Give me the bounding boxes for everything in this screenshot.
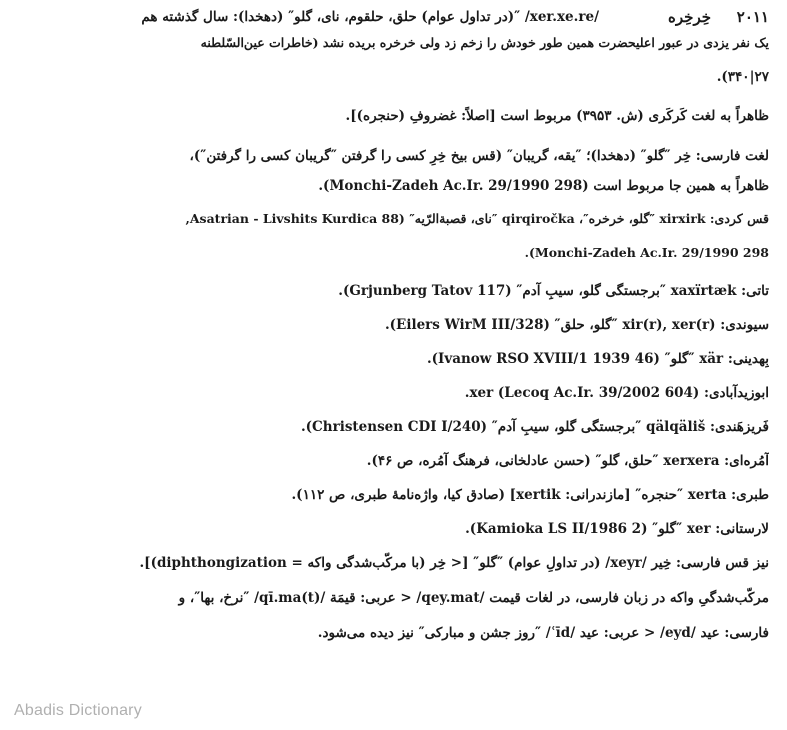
- body-line-1: یک نفر یزدی در عبور اعلیحضرت همین طور خودش را زخم زد ولی خرخره بریده نشد (خاطرات عین‌السّلطنه: [200, 35, 769, 50]
- entry-number: ۲۰۱۱: [736, 8, 769, 26]
- entry-headword: خِرخِره: [668, 8, 711, 26]
- body-line-3: ظاهراً به لغت کَرکَری (ش. ۳۹۵۳) مربوط است [اصلاً: غضروفِ (حنجره)].: [345, 108, 769, 124]
- body-line-5: ظاهراً به همین جا مربوط است (Monchi-Zadeh Ac.Ir. 29/1990 298).: [318, 178, 769, 194]
- body-line-10: بِهدینی: xär ″گلو″ (Ivanow RSO XVIII/1 1939 46).: [426, 351, 769, 367]
- body-line-16: نیز قس فارسی: خِیر /xeyr/ (در تداولِ عوام) ″گلو″ [< خِر (با مرکّب‌شدگی واکه = diphthongization)].: [139, 555, 769, 571]
- body-line-8: تاتی: xaxïrtæk ″برجستگی گلو، سیبِ آدم″ (Grjunberg Tatov 117).: [338, 283, 769, 299]
- body-line-15: لارستانی: xer ″گلو″ (Kamioka LS II/1986 2).: [465, 521, 769, 537]
- body-line-11: ابوزیدآبادی: xer (Lecoq Ac.Ir. 39/2002 604).: [464, 385, 769, 401]
- body-line-14: طبری: xerta ″حنجره″ [مازندرانی: xertik] (صادق کیا، واژه‌نامهٔ طبری، ص ۱۱۲).: [291, 487, 769, 503]
- body-line-7: Monchi-Zadeh Ac.Ir. 29/1990 298).: [524, 245, 769, 260]
- body-line-17: مرکّب‌شدگیِ واکه در زبان فارسی، در لغات قیمت /qey.mat/ < عربی: قیمَة /qī.ma(t)/ ″نرخ، بها″، و: [178, 590, 769, 606]
- body-line-12: فَریزهَندی: qälqäliš ″برجستگی گلو، سیبِ آدم″ (Christensen CDI I/240).: [300, 419, 769, 435]
- watermark-text: Abadis Dictionary: [14, 702, 142, 719]
- body-line-18: فارسی: عید /eyd/ < عربی: عید /ʿīd/ ″روز جشن و مبارکی″ نیز دیده می‌شود.: [317, 625, 769, 641]
- body-line-9: سیوندی: xir(r), xer(r) ″گلو، حلق″ (Eilers WirM III/328).: [384, 317, 769, 333]
- body-line-2: ۲۷|۳۴۰).: [716, 69, 769, 85]
- body-line-13: آمُره‌ای: xerxera ″حلق، گلو″ (حسن عادلخانی، فرهنگ آمُره، ص ۴۶).: [366, 453, 769, 469]
- body-line-4: لغت فارسی: خِر ″گلو″ (دهخدا)؛ ″یقه، گریبان″ (قس بیخ خِرِ کسی را گرفتن ″گریبان کسی را گرفتن″)،: [189, 148, 769, 164]
- body-line-6: قس کردی: xirxirk ″گلو، خرخره″، qirqiročka ″نای، قصبةالرّیه″ (Asatrian - Livshits Kurdica 88,: [185, 211, 769, 226]
- entry-header: [34, 6, 769, 32]
- entry-head-text: ‏/xer.xe.re/ ″(در تداول عوام) حلق، حلقوم، نای، گلو″ (دهخدا): سال گذشته هم: [141, 9, 599, 25]
